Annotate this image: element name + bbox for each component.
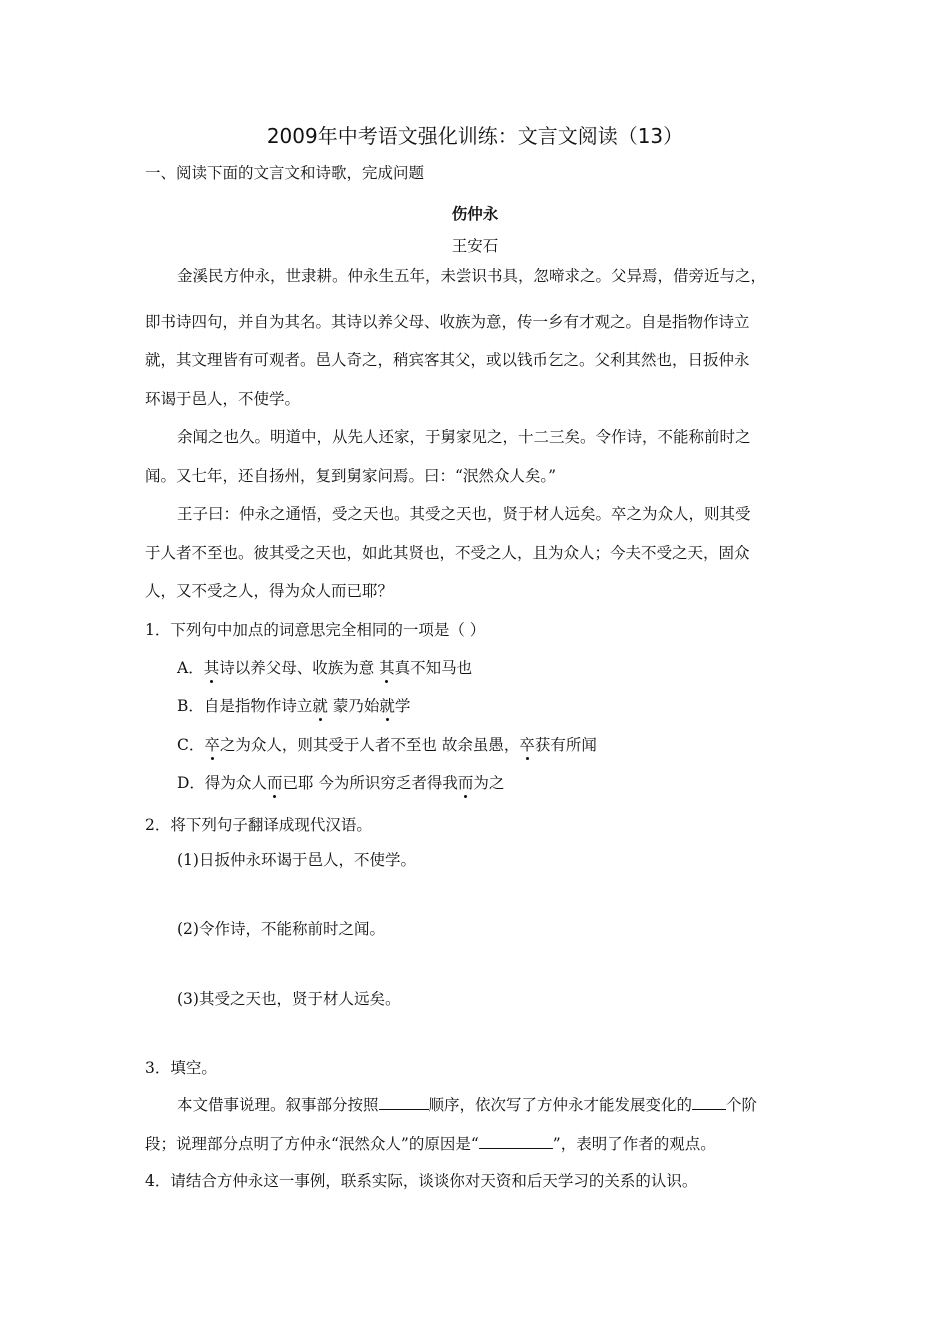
dotted-word: 其 (379, 659, 395, 677)
dotted-word: 就 (312, 697, 328, 715)
translate-item: (1)日扳仲永环谒于邑人，不使学。 (177, 851, 416, 869)
passage-title: 伤仲永 (451, 205, 499, 223)
dotted-word: 其 (203, 659, 220, 677)
option-a: A．其诗以养父母、收族为意 其真不知马也 (177, 659, 473, 677)
document-title: 2009年中考语文强化训练：文言文阅读（13） (266, 124, 684, 148)
dotted-word: 卒 (204, 736, 220, 754)
question-4-stem: 4．请结合方仲永这一事例，联系实际，谈谈你对天资和后天学习的关系的认识。 (145, 1172, 698, 1190)
answer-blank[interactable] (479, 1133, 553, 1149)
passage-line: 金溪民方仲永，世隶耕。仲永生五年，未尝识书具，忽啼求之。父异焉，借旁近与之， (177, 267, 767, 285)
question-1-stem: 1．下列句中加点的词意思完全相同的一项是（ ） (145, 621, 486, 639)
dotted-word: 而 (266, 774, 283, 792)
question-2-stem: 2．将下列句子翻译成现代汉语。 (145, 816, 372, 834)
section-heading: 一、阅读下面的文言文和诗歌，完成问题 (145, 164, 425, 182)
translate-item: (2)令作诗，不能称前时之闻。 (177, 920, 385, 938)
passage-line: 于人者不至也。彼其受之天也，如此其贤也，不受之人，且为众人；今夫不受之天，固众 (145, 544, 750, 562)
translate-item: (3)其受之天也，贤于材人远矣。 (177, 990, 401, 1008)
passage-line: 闻。又七年，还自扬州，复到舅家问焉。曰：“泯然众人矣。” (145, 467, 557, 485)
option-c: C．卒之为众人，则其受于人者不至也 故余虽愚，卒获有所闻 (177, 736, 597, 754)
fill-line-2: 段；说理部分点明了方仲永“泯然众人”的原因是“ ”，表明了作者的观点。 (145, 1135, 716, 1153)
passage-line: 王子曰：仲永之通悟，受之天也。其受之天也，贤于材人远矣。卒之为众人，则其受 (177, 505, 751, 523)
passage-author: 王安石 (451, 237, 499, 255)
option-d: D．得为众人而已耶 今为所识穷乏者得我而为之 (177, 774, 505, 792)
passage-line: 就，其文理皆有可观者。邑人奇之，稍宾客其父，或以钱币乞之。父利其然也，日扳仲永 (145, 351, 750, 369)
passage-line: 余闻之也久。明道中，从先人还家，于舅家见之，十二三矣。令作诗，不能称前时之 (177, 428, 751, 446)
question-3-stem: 3．填空。 (145, 1059, 217, 1077)
passage-line: 环谒于邑人，不使学。 (145, 390, 301, 408)
dotted-word: 就 (379, 697, 395, 715)
dotted-word: 而 (457, 774, 474, 792)
answer-blank[interactable] (379, 1094, 429, 1110)
answer-blank[interactable] (692, 1094, 726, 1110)
passage-line: 人，又不受之人，得为众人而已耶？ (145, 582, 394, 600)
dotted-word: 卒 (519, 736, 535, 754)
passage-line: 即书诗四句，并自为其名。其诗以养父母、收族为意，传一乡有才观之。自是指物作诗立 (145, 313, 750, 331)
fill-line-1: 本文借事说理。叙事部分按照 顺序，依次写了方仲永才能发展变化的 个阶 (177, 1096, 758, 1114)
option-b: B．自是指物作诗立就 蒙乃始就学 (177, 697, 411, 715)
